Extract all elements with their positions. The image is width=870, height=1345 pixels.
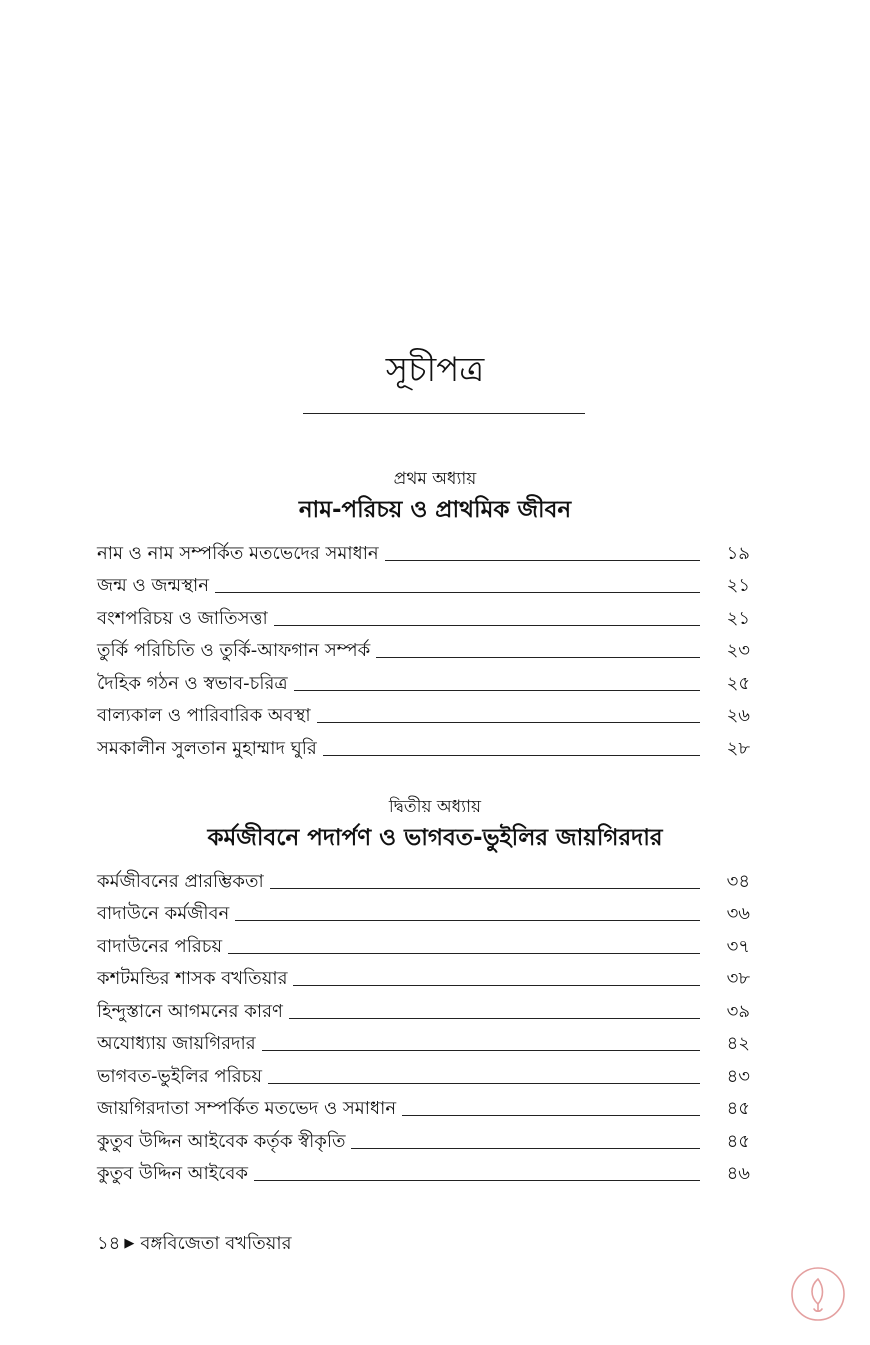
leader-line xyxy=(402,1115,700,1116)
toc-entry-page: ২৩ xyxy=(726,640,750,661)
toc-entry[interactable] xyxy=(97,959,750,992)
toc-entry-page: ৪৫ xyxy=(726,1130,750,1152)
toc-entry-page: ৩৮ xyxy=(726,968,750,989)
title-underline xyxy=(303,413,585,414)
toc-entry-page: ৪৬ xyxy=(726,1163,750,1184)
page-footer xyxy=(97,1230,292,1258)
triangle-right-icon: ▶ xyxy=(124,1236,135,1251)
chapter-2-header xyxy=(0,794,870,856)
toc-entry-title: বাল্যকাল ও পারিবারিক অবস্থা xyxy=(97,705,311,726)
toc-entry-title: নাম ও নাম সম্পর্কিত মতভেদের সমাধান xyxy=(97,542,379,564)
toc-entry[interactable] xyxy=(97,991,750,1024)
toc-entry-title: অযোধ্যায় জায়গিরদার xyxy=(97,1033,256,1054)
toc-entry-title: জন্ম ও জন্মস্থান xyxy=(97,575,210,596)
toc-entry-page: ৩৯ xyxy=(726,1000,750,1022)
leader-line xyxy=(293,985,700,986)
toc-entry-title: তুর্কি পরিচিতি ও তুর্কি-আফগান সম্পর্ক xyxy=(97,640,371,661)
toc-entry-title: কশটমন্ডির শাসক বখতিয়ার xyxy=(97,968,288,989)
toc-entry[interactable] xyxy=(97,598,750,631)
leader-line xyxy=(274,625,700,626)
leader-line xyxy=(351,1148,700,1149)
toc-entry-title: দৈহিক গঠন ও স্বভাব-চরিত্র xyxy=(97,672,288,694)
toc-entry-title: কর্মজীবনের প্রারম্ভিকতা xyxy=(97,870,264,892)
toc-entry[interactable] xyxy=(97,696,750,729)
toc-entry[interactable] xyxy=(97,861,750,894)
toc-entry-page: ২১ xyxy=(726,575,750,596)
footer-page-number: ১৪ xyxy=(97,1233,121,1254)
leader-line xyxy=(215,592,700,593)
chapter-1-header xyxy=(0,466,870,528)
leader-line xyxy=(228,953,700,954)
toc-entry-page: ৪৩ xyxy=(726,1065,750,1087)
leader-line xyxy=(268,1083,700,1084)
toc-entry[interactable] xyxy=(97,631,750,664)
toc-entry-title: বংশপরিচয় ও জাতিসত্তা xyxy=(97,607,268,629)
toc-entry[interactable] xyxy=(97,1056,750,1089)
toc-entry-page: ৩৬ xyxy=(726,903,750,924)
leader-line xyxy=(289,1018,700,1019)
toc-entry[interactable] xyxy=(97,926,750,959)
toc-entry-page: ২১ xyxy=(726,607,750,629)
leader-line xyxy=(385,560,700,561)
toc-entry-title: ভাগবত-ভুইলির পরিচয় xyxy=(97,1065,262,1087)
page-title: সূচীপত্র xyxy=(385,350,485,390)
toc-entry[interactable] xyxy=(97,1154,750,1187)
leader-line xyxy=(235,920,700,921)
leader-line xyxy=(294,690,700,691)
footer-book-title: বঙ্গবিজেতা বখতিয়ার xyxy=(140,1233,292,1254)
toc-entry-page: ২৫ xyxy=(726,672,750,694)
toc-entry-title: জায়গিরদাতা সম্পর্কিত মতভেদ ও সমাধান xyxy=(97,1098,397,1119)
toc-entry-title: বাদাউনের পরিচয় xyxy=(97,935,223,957)
chapter-label: প্রথম অধ্যায় xyxy=(393,469,477,489)
toc-entry[interactable] xyxy=(97,533,750,566)
toc-entry-page: ৪৫ xyxy=(726,1098,750,1119)
leader-line xyxy=(317,722,700,723)
toc-entry-page: ২৮ xyxy=(726,737,750,759)
chapter-heading: কর্মজীবনে পদার্পণ ও ভাগবত-ভুইলির জায়গিরদার xyxy=(207,825,663,851)
quill-logo-icon xyxy=(790,1266,846,1322)
toc-entry-title: বাদাউনে কর্মজীবন xyxy=(97,903,230,924)
toc-entry[interactable] xyxy=(97,1089,750,1122)
toc-entry-page: ৪২ xyxy=(726,1033,750,1054)
toc-entry[interactable] xyxy=(97,1024,750,1057)
toc-entry[interactable] xyxy=(97,566,750,599)
chapter-label: দ্বিতীয় অধ্যায় xyxy=(388,797,482,817)
toc-entry[interactable] xyxy=(97,663,750,696)
toc-entry-title: কুতুব উদ্দিন আইবেক কর্তৃক স্বীকৃতি xyxy=(97,1130,346,1152)
toc-entry[interactable] xyxy=(97,894,750,927)
toc-entry[interactable] xyxy=(97,1121,750,1154)
toc-entry-page: ৩৪ xyxy=(726,870,750,892)
toc-entry-title: কুতুব উদ্দিন আইবেক xyxy=(97,1163,248,1184)
chapter-1-entries xyxy=(97,533,750,761)
leader-line xyxy=(254,1180,700,1181)
toc-entry[interactable] xyxy=(97,728,750,761)
toc-entry-title: হিন্দুস্তানে আগমনের কারণ xyxy=(97,1000,283,1022)
chapter-2-entries xyxy=(97,861,750,1186)
toc-entry-page: ১৯ xyxy=(726,542,750,564)
toc-entry-title: সমকালীন সুলতান মুহাম্মাদ ঘুরি xyxy=(97,737,317,759)
leader-line xyxy=(262,1050,700,1051)
toc-entry-page: ২৬ xyxy=(726,705,750,726)
toc-entry-page: ৩৭ xyxy=(726,935,750,957)
leader-line xyxy=(270,888,700,889)
leader-line xyxy=(376,657,700,658)
leader-line xyxy=(323,755,700,756)
chapter-heading: নাম-পরিচয় ও প্রাথমিক জীবন xyxy=(298,497,572,523)
